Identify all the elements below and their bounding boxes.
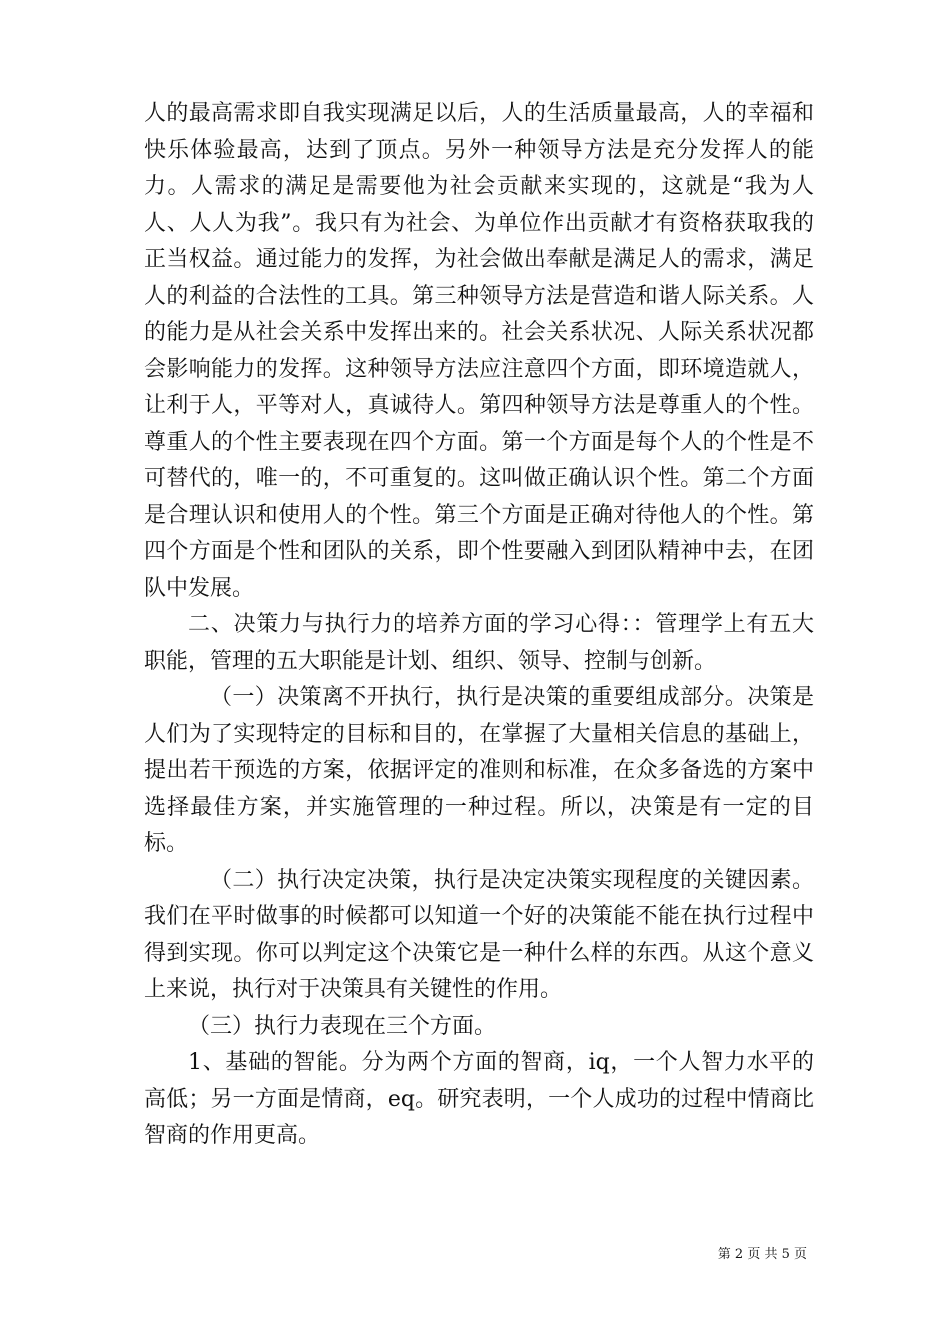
document-body — [144, 96, 814, 1155]
list-item-basic-intelligence: 1、基础的智能。分为两个方面的智商，iq，一个人智力水平的高低；另一方面是情商，eq。研究表明，一个人成功的过程中情商比智商的作用更高。 — [144, 1050, 814, 1148]
subsection-paragraph-2: （二）执行决定决策，执行是决定决策实现程度的关键因素。我们在平时做事的时候都可以知道一个好的决策能不能在执行过程中得到实现。你可以判定这个决策它是一种什么样的东西。从这个意义上来说，执行对于决策具有关键性的作用。 — [144, 867, 814, 1002]
subsection-heading-3: （三）执行力表现在三个方面。 — [188, 1013, 497, 1039]
body-paragraph-1: 人的最高需求即自我实现满足以后，人的生活质量最高，人的幸福和快乐体验最高，达到了顶点。另外一种领导方法是充分发挥人的能力。人需求的满足是需要他为社会贡献来实现的，这就是“我为人人、人人为我”。我只有为社会、为单位作出贡献才有资格获取我的正当权益。通过能力的发挥，为社会做出奉献是满足人的需求，满足人的利益的合法性的工具。第三种领导方法是营造和谐人际关系。人的能力是从社会关系中发挥出来的。社会关系状况、人际关系状况都会影响能力的发挥。这种领导方法应注意四个方面，即环境造就人，让利于人，平等对人，真诚待人。第四种领导方法是尊重人的个性。尊重人的个性主要表现在四个方面。第一个方面是每个人的个性是不可替代的，唯一的，不可重复的。这叫做正确认识个性。第二个方面是合理认识和使用人的个性。第三个方面是正确对待他人的个性。第四个方面是个性和团队的关系，即个性要融入到团队精神中去，在团队中发展。 — [144, 101, 814, 601]
page-number: 第 2 页 共 5 页 — [717, 1247, 807, 1262]
subsection-paragraph-1: （一）决策离不开执行，执行是决策的重要组成部分。决策是人们为了实现特定的目标和目的，在掌握了大量相关信息的基础上，提出若干预选的方案，依据评定的准则和标准，在众多备选的方案中选择最佳方案，并实施管理的一种过程。所以，决策是有一定的目标。 — [144, 685, 814, 856]
section-heading-decision-execution: 二、决策力与执行力的培养方面的学习心得：：管理学上有五大职能，管理的五大职能是计划、组织、领导、控制与创新。 — [144, 612, 814, 674]
